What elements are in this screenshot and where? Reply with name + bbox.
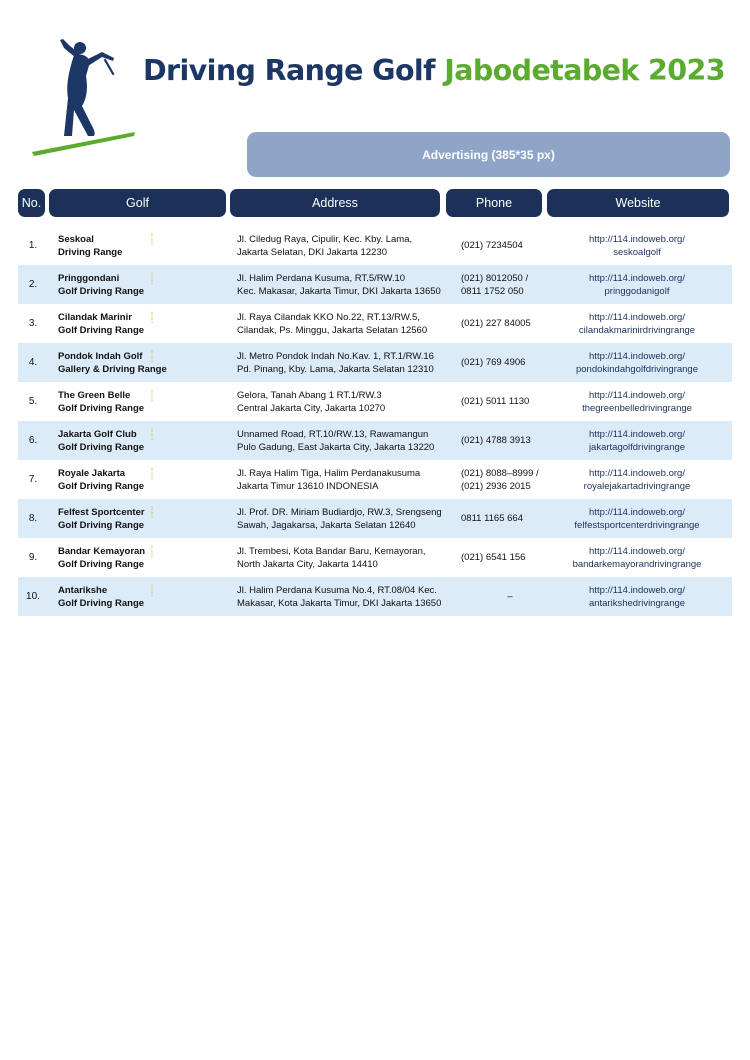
table-row	[18, 265, 732, 304]
address-line2: Pulo Gadung, East Jakarta City, Jakarta 13220	[237, 441, 435, 453]
star-rating	[146, 311, 212, 323]
website-line2[interactable]: cilandakmarinirdrivingrange	[578, 324, 696, 336]
golf-name-line1: Bandar Kemayoran	[58, 545, 146, 557]
website-link[interactable]	[548, 460, 726, 499]
phone-line1: (021) 4788 3913	[461, 435, 531, 446]
phone	[461, 304, 559, 343]
golf-name-line2: Golf Driving Range	[58, 441, 145, 453]
phone	[461, 343, 559, 382]
website-link[interactable]	[548, 226, 726, 265]
phone	[461, 577, 559, 616]
website-line1[interactable]: http://114.indoweb.org/	[589, 545, 685, 557]
golf-name	[58, 304, 148, 343]
address	[237, 499, 452, 538]
website-link[interactable]	[548, 382, 726, 421]
address	[237, 304, 452, 343]
golf-name-line2: Gallery & Driving Range	[58, 363, 167, 375]
row-number: 5.	[28, 396, 38, 407]
row-number: 8.	[28, 513, 38, 524]
website-line2[interactable]: thegreenbelledrivingrange	[582, 402, 692, 414]
website-line2[interactable]: felfestsportcenterdrivingrange	[574, 519, 700, 531]
golf-name	[58, 577, 148, 616]
star-icon	[146, 399, 158, 401]
page-title	[143, 54, 725, 87]
golf-name-line1: The Green Belle	[58, 389, 131, 401]
website-line1[interactable]: http://114.indoweb.org/	[589, 584, 685, 596]
golf-name-line2: Golf Driving Range	[58, 480, 145, 492]
table-row	[18, 304, 732, 343]
row-number: 1.	[28, 240, 38, 251]
address-line1: Jl. Raya Halim Tiga, Halim Perdanakusuma	[237, 467, 421, 479]
address-line1: Jl. Raya Cilandak KKO No.22, RT.13/RW.5,	[237, 311, 420, 323]
phone	[461, 460, 559, 499]
phone	[461, 382, 559, 421]
golf-name-line1: Seskoal	[58, 233, 94, 245]
golf-name-line1: Felfest Sportcenter	[58, 506, 145, 518]
address-line1: Jl. Metro Pondok Indah No.Kav. 1, RT.1/RW.16	[237, 350, 434, 362]
table-row	[18, 382, 732, 421]
title-part-1: Driving Range Golf	[143, 54, 435, 87]
phone	[461, 265, 559, 304]
website-line2[interactable]: royalejakartadrivingrange	[583, 480, 691, 492]
title-part-2: Jabodetabek 2023	[444, 54, 725, 87]
website-link[interactable]	[548, 499, 726, 538]
phone-line1: (021) 6541 156	[461, 552, 526, 563]
phone	[461, 499, 559, 538]
address-line2: Sawah, Jagakarsa, Jakarta Selatan 12640	[237, 519, 416, 531]
table-row	[18, 343, 732, 382]
phone	[461, 226, 559, 265]
star-rating	[146, 467, 212, 479]
advertising-banner[interactable]	[247, 132, 730, 177]
website-line2[interactable]: pringgodanigolf	[604, 285, 670, 297]
address-line2: Central Jakarta City, Jakarta 10270	[237, 402, 386, 414]
row-number: 2.	[28, 279, 38, 290]
table-row	[18, 499, 732, 538]
golf-name-line2: Golf Driving Range	[58, 519, 145, 531]
website-line1[interactable]: http://114.indoweb.org/	[589, 428, 685, 440]
header-golf: Golf	[49, 189, 226, 217]
header-phone: Phone	[446, 189, 542, 217]
header-website: Website	[547, 189, 729, 217]
address-line1: Unnamed Road, RT.10/RW.13, Rawamangun	[237, 428, 429, 440]
address-line2: Jakarta Timur 13610 INDONESIA	[237, 480, 379, 492]
star-icon	[146, 243, 158, 245]
star-icon	[146, 360, 158, 362]
phone-line1: (021) 8088–8999 /	[461, 467, 539, 479]
website-link[interactable]	[548, 265, 726, 304]
golf-name	[58, 460, 148, 499]
website-line2[interactable]: bandarkemayorandrivingrange	[572, 558, 702, 570]
star-icon	[146, 321, 158, 323]
star-rating	[146, 233, 212, 245]
address-line1: Jl. Halim Perdana Kusuma No.4, RT.08/04 Kec.	[237, 584, 437, 596]
website-line1[interactable]: http://114.indoweb.org/	[589, 467, 685, 479]
address	[237, 421, 452, 460]
golf-name	[58, 421, 148, 460]
golf-name-line2: Golf Driving Range	[58, 597, 145, 609]
golf-name	[58, 499, 148, 538]
star-icon	[146, 555, 158, 557]
website-line1[interactable]: http://114.indoweb.org/	[589, 233, 685, 245]
address	[237, 343, 452, 382]
star-rating	[146, 584, 212, 596]
table-row	[18, 538, 732, 577]
table-row	[18, 421, 732, 460]
star-rating	[146, 545, 212, 557]
golf-name	[58, 265, 148, 304]
address-line1: Jl. Prof. DR. Miriam Budiardjo, RW.3, Srengseng	[237, 506, 442, 518]
website-link[interactable]	[548, 343, 726, 382]
address-line2: North Jakarta City, Jakarta 14410	[237, 558, 378, 570]
phone	[461, 421, 559, 460]
website-line1[interactable]: http://114.indoweb.org/	[589, 272, 685, 284]
row-number: 4.	[28, 357, 38, 368]
phone	[461, 538, 559, 577]
phone-line1: (021) 8012050 /	[461, 272, 529, 284]
phone-line2: (021) 2936 2015	[461, 480, 531, 492]
phone-line1: (021) 7234504	[461, 240, 523, 251]
address-line2: Pd. Pinang, Kby. Lama, Jakarta Selatan 12310	[237, 363, 434, 375]
golf-name-line2: Golf Driving Range	[58, 558, 145, 570]
address	[237, 577, 452, 616]
phone-line1: 0811 1165 664	[461, 513, 523, 524]
golf-name-line1: Pringgondani	[58, 272, 120, 284]
address	[237, 265, 452, 304]
website-line2[interactable]: pondokindahgolfdrivingrange	[575, 363, 698, 375]
address	[237, 460, 452, 499]
website-link[interactable]	[548, 421, 726, 460]
phone-line2: 0811 1752 050	[461, 285, 524, 297]
star-rating	[146, 389, 212, 401]
golf-name	[58, 382, 148, 421]
website-line2[interactable]: jakartagolfdrivingrange	[588, 441, 686, 453]
address	[237, 382, 452, 421]
star-icon	[146, 438, 158, 440]
golf-name-line1: Royale Jakarta	[58, 467, 126, 479]
address-line2: Kec. Makasar, Jakarta Timur, DKI Jakarta 13650	[237, 285, 441, 297]
website-line1[interactable]: http://114.indoweb.org/	[589, 389, 685, 401]
website-link[interactable]	[548, 304, 726, 343]
address-line1: Jl. Ciledug Raya, Cipulir, Kec. Kby. Lama,	[237, 233, 413, 245]
website-link[interactable]	[548, 577, 726, 616]
address	[237, 538, 452, 577]
phone-line1: –	[507, 591, 513, 602]
website-line1[interactable]: http://114.indoweb.org/	[589, 350, 685, 362]
address	[237, 226, 452, 265]
table-row	[18, 226, 732, 265]
golf-name-line1: Cilandak Marinir	[58, 311, 132, 323]
star-rating	[146, 272, 212, 284]
address-line2: Makasar, Kota Jakarta Timur, DKI Jakarta 13650	[237, 597, 442, 609]
website-line1[interactable]: http://114.indoweb.org/	[589, 506, 685, 518]
website-line2[interactable]: antarikshedrivingrange	[588, 597, 686, 609]
star-icon	[146, 282, 158, 284]
website-line1[interactable]: http://114.indoweb.org/	[589, 311, 685, 323]
address-line1: Jl. Trembesi, Kota Bandar Baru, Kemayoran,	[237, 545, 426, 557]
header-no: No.	[18, 189, 45, 217]
address-line2: Cilandak, Ps. Minggu, Jakarta Selatan 12560	[237, 324, 428, 336]
row-number: 10.	[26, 591, 40, 602]
address-line1: Jl. Halim Perdana Kusuma, RT.5/RW.10	[237, 272, 406, 284]
golf-name-line1: Antarikshe	[58, 584, 108, 596]
row-number: 3.	[28, 318, 38, 329]
golf-name	[58, 226, 148, 265]
golf-name-line2: Golf Driving Range	[58, 402, 145, 414]
golf-name-line1: Jakarta Golf Club	[58, 428, 137, 440]
address-line2: Jakarta Selatan, DKI Jakarta 12230	[237, 246, 387, 258]
phone-line1: (021) 5011 1130	[461, 396, 530, 407]
star-rating	[146, 350, 212, 362]
star-icon	[146, 594, 158, 596]
table-row	[18, 460, 732, 499]
website-line2[interactable]: seskoalgolf	[613, 246, 661, 258]
golf-name-line1: Pondok Indah Golf	[58, 350, 143, 362]
golfer-logo-icon	[30, 36, 140, 156]
table-row	[18, 577, 732, 616]
star-icon	[146, 477, 158, 479]
address-line1: Gelora, Tanah Abang 1 RT.1/RW.3	[237, 389, 382, 401]
golf-name-line2: Golf Driving Range	[58, 285, 145, 297]
star-rating	[146, 428, 212, 440]
header-address: Address	[230, 189, 440, 217]
star-icon	[146, 516, 158, 518]
golf-name	[58, 538, 148, 577]
star-rating	[146, 506, 212, 518]
row-number: 6.	[28, 435, 38, 446]
website-link[interactable]	[548, 538, 726, 577]
phone-line1: (021) 227 84005	[461, 318, 531, 329]
golf-name-line2: Golf Driving Range	[58, 324, 145, 336]
advertising-label: Advertising (385*35 px)	[422, 147, 555, 162]
phone-line1: (021) 769 4906	[461, 357, 526, 368]
golf-table	[18, 226, 732, 616]
golf-name-line2: Driving Range	[58, 246, 123, 258]
golf-name	[58, 343, 167, 382]
row-number: 9.	[28, 552, 38, 563]
row-number: 7.	[28, 474, 38, 485]
